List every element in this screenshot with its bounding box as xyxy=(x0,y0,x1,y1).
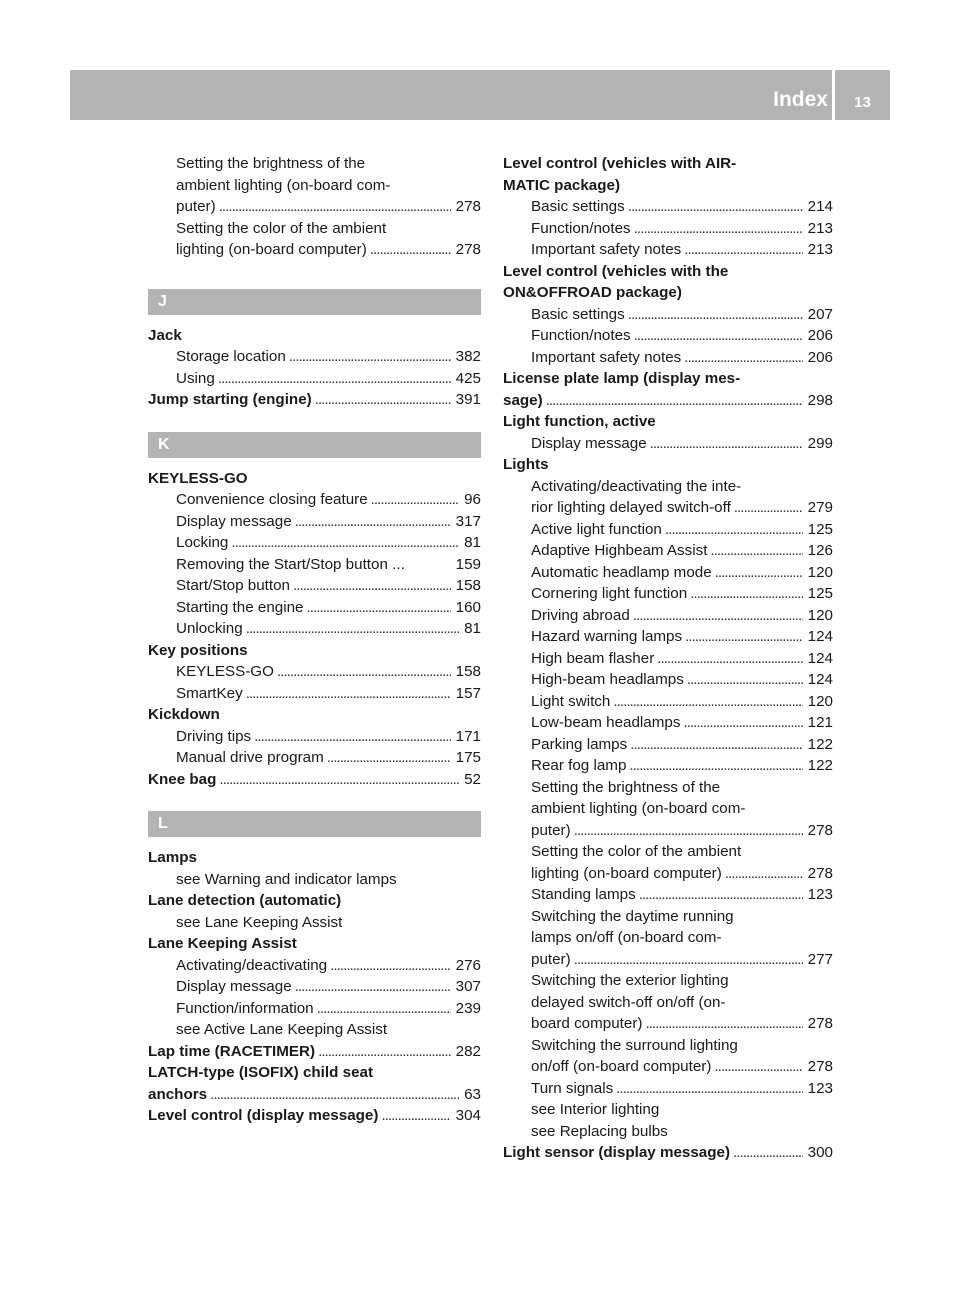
index-heading: Jack xyxy=(148,326,182,344)
index-see-reference[interactable]: see Active Lane Keeping Assist xyxy=(176,1021,388,1038)
index-subentry xyxy=(503,1056,833,1078)
index-subentry xyxy=(503,648,833,670)
index-subentry xyxy=(503,196,833,218)
index-subentry: Setting the color of the ambient xyxy=(531,843,742,860)
page-ref[interactable]: 120 xyxy=(807,692,833,710)
header-band xyxy=(70,70,832,120)
index-heading: Kickdown xyxy=(148,706,220,723)
page-ref[interactable]: 120 xyxy=(807,606,833,624)
index-entry xyxy=(148,1105,481,1127)
index-subentry: Setting the brightness of the xyxy=(531,778,721,796)
entry-label: Manual drive program xyxy=(176,749,324,766)
index-subentry xyxy=(503,691,833,713)
index-subentry xyxy=(148,368,481,390)
entry-label: KEYLESS-GO xyxy=(176,663,274,680)
index-subentry xyxy=(148,597,481,619)
index-heading: Lane Keeping Assist xyxy=(148,935,297,952)
index-subentry xyxy=(503,433,833,455)
entry-label: board computer) xyxy=(531,1015,643,1032)
page-ref[interactable]: 123 xyxy=(807,1079,833,1097)
page-ref[interactable]: 279 xyxy=(807,499,833,516)
page-ref[interactable]: 125 xyxy=(807,520,833,538)
index-subentry xyxy=(148,532,481,554)
index-subentry xyxy=(148,976,481,998)
page-ref[interactable]: 175 xyxy=(455,749,481,766)
entry-label: Light switch xyxy=(531,692,611,710)
page-ref[interactable]: 206 xyxy=(807,348,833,366)
entry-label: on/off (on-board computer) xyxy=(531,1058,712,1075)
page-ref[interactable]: 382 xyxy=(455,348,481,365)
page-ref[interactable]: 96 xyxy=(464,491,481,508)
entry-label: lighting (on-board computer) xyxy=(176,241,367,258)
index-subentry xyxy=(503,218,833,240)
index-subentry xyxy=(148,683,481,705)
page-ref[interactable]: 307 xyxy=(455,978,481,995)
entry-label: sage) xyxy=(503,391,543,409)
page-ref[interactable]: 158 xyxy=(455,577,481,594)
index-heading: ON&OFFROAD package) xyxy=(503,284,682,301)
entry-label: Function/notes xyxy=(531,219,631,237)
index-entry xyxy=(148,389,481,411)
index-heading: Light function, active xyxy=(503,413,656,430)
page-ref[interactable]: 299 xyxy=(807,434,833,452)
index-subentry xyxy=(503,863,833,885)
entry-label: Driving abroad xyxy=(531,606,630,624)
entry-label: lighting (on-board computer) xyxy=(531,864,722,882)
entry-label: puter) xyxy=(531,821,571,839)
index-subentry xyxy=(503,820,833,842)
index-subentry xyxy=(503,884,833,906)
entry-label: SmartKey xyxy=(176,684,243,702)
entry-label: Low-beam headlamps xyxy=(531,714,681,731)
page-ref[interactable]: 300 xyxy=(807,1144,833,1161)
page-ref[interactable]: 213 xyxy=(807,241,833,258)
page-ref[interactable]: 63 xyxy=(464,1085,481,1103)
index-subentry xyxy=(148,346,481,368)
entry-label: puter) xyxy=(176,198,216,215)
index-entry xyxy=(148,769,481,791)
index-subentry xyxy=(148,575,481,597)
page-ref[interactable]: 125 xyxy=(807,585,833,602)
index-subentry xyxy=(503,239,833,261)
entry-label: Activating/deactivating xyxy=(176,956,328,974)
page-ref[interactable]: 391 xyxy=(455,391,481,408)
entry-label: rior lighting delayed switch-off xyxy=(531,499,731,516)
index-subentry: Setting the brightness of the xyxy=(176,155,366,172)
page-ref[interactable]: 277 xyxy=(807,950,833,968)
page-ref[interactable]: 81 xyxy=(464,620,481,637)
entry-label: Display message xyxy=(176,512,292,530)
page-ref[interactable]: 298 xyxy=(807,391,833,409)
page-ref[interactable]: 126 xyxy=(807,542,833,559)
page-ref[interactable]: 124 xyxy=(807,649,833,667)
index-subentry: Activating/deactivating the inte- xyxy=(531,477,742,495)
index-heading: Level control (vehicles with the xyxy=(503,262,729,280)
index-subentry xyxy=(503,519,833,541)
index-subentry xyxy=(148,955,481,977)
index-subentry xyxy=(503,1013,833,1035)
entry-label: Storage location xyxy=(176,348,286,365)
index-subentry xyxy=(503,755,833,777)
index-subentry xyxy=(148,511,481,533)
letter-bar-l: L xyxy=(148,811,481,837)
entry-label: puter) xyxy=(531,950,571,968)
index-subentry xyxy=(503,626,833,648)
index-subentry xyxy=(148,726,481,748)
page-ref[interactable]: 278 xyxy=(807,821,833,839)
entry-label: Important safety notes xyxy=(531,348,682,366)
index-subentry xyxy=(148,239,481,261)
entry-label: Light sensor (display message) xyxy=(503,1144,731,1161)
index-entry xyxy=(503,1142,833,1164)
header-title: Index xyxy=(773,88,828,111)
index-subentry xyxy=(503,1078,833,1100)
page-ref[interactable]: 122 xyxy=(807,735,833,753)
entry-label: Locking xyxy=(176,534,229,551)
entry-label: High beam flasher xyxy=(531,649,655,667)
index-see-reference[interactable]: see Interior lighting xyxy=(531,1101,660,1118)
index-heading: Lights xyxy=(503,456,549,473)
index-see-reference[interactable]: see Warning and indicator lamps xyxy=(176,870,397,888)
entry-label: Function/information xyxy=(176,999,314,1017)
page-ref[interactable]: 278 xyxy=(455,198,481,215)
page-ref[interactable]: 278 xyxy=(807,864,833,882)
index-subentry xyxy=(503,712,833,734)
page-number: 13 xyxy=(854,94,871,111)
letter-bar-k: K xyxy=(148,432,481,458)
entry-label: Adaptive Highbeam Assist xyxy=(531,542,708,559)
page-ref[interactable]: 124 xyxy=(807,671,833,688)
page-ref[interactable]: 425 xyxy=(455,369,481,387)
page-ref[interactable]: 304 xyxy=(455,1107,481,1124)
index-see-reference[interactable]: see Lane Keeping Assist xyxy=(176,913,343,931)
entry-label: Knee bag xyxy=(148,770,217,788)
page-ref[interactable]: 282 xyxy=(455,1042,481,1060)
index-subentry: Switching the daytime running xyxy=(531,907,734,925)
index-subentry xyxy=(503,497,833,519)
index-subentry: Setting the color of the ambient xyxy=(176,219,387,237)
entry-label: Rear fog lamp xyxy=(531,757,627,774)
index-entry xyxy=(148,1041,481,1063)
page-ref[interactable]: 278 xyxy=(807,1058,833,1075)
entry-label: anchors xyxy=(148,1085,208,1103)
index-subentry: lamps on/off (on-board com- xyxy=(531,929,722,946)
index-subentry xyxy=(503,347,833,369)
index-subentry xyxy=(148,196,481,218)
entry-label: Display message xyxy=(531,434,647,452)
index-heading: KEYLESS-GO xyxy=(148,469,248,487)
page-ref[interactable]: 278 xyxy=(455,241,481,258)
index-subentry xyxy=(503,949,833,971)
index-subentry xyxy=(503,669,833,691)
page-ref[interactable]: 122 xyxy=(807,757,833,774)
page-ref[interactable]: 52 xyxy=(464,770,481,788)
entry-label: Unlocking xyxy=(176,620,243,637)
entry-label: Starting the engine xyxy=(176,598,304,616)
page-ref[interactable]: 157 xyxy=(455,684,481,702)
page-ref[interactable]: 171 xyxy=(455,727,481,745)
page-ref[interactable]: 81 xyxy=(464,534,481,551)
index-subentry: ambient lighting (on-board com- xyxy=(531,800,746,817)
entry-label: Active light function xyxy=(531,520,662,538)
page-ref[interactable]: 239 xyxy=(455,999,481,1017)
index-entry xyxy=(148,1084,481,1106)
entry-label: Automatic headlamp mode xyxy=(531,563,712,581)
entry-label: Level control (display message) xyxy=(148,1107,379,1124)
index-subentry: delayed switch-off on/off (on- xyxy=(531,993,726,1011)
page-ref[interactable]: 120 xyxy=(807,563,833,581)
index-column-right xyxy=(503,153,833,1164)
index-subentry xyxy=(503,325,833,347)
index-heading: LATCH-type (ISOFIX) child seat xyxy=(148,1064,374,1081)
index-subentry xyxy=(503,605,833,627)
page-ref[interactable]: 158 xyxy=(455,663,481,680)
index-heading: Lane detection (automatic) xyxy=(148,892,342,909)
page-ref[interactable]: 123 xyxy=(807,886,833,903)
index-entry xyxy=(503,390,833,412)
entry-label: Using xyxy=(176,369,215,387)
entry-label: Basic settings xyxy=(531,198,625,215)
page-ref[interactable]: 278 xyxy=(807,1015,833,1032)
index-subentry xyxy=(148,554,481,576)
page-ref[interactable]: 207 xyxy=(807,305,833,323)
page-ref[interactable]: 121 xyxy=(807,714,833,731)
entry-label: Start/Stop button xyxy=(176,577,290,594)
index-subentry xyxy=(148,747,481,769)
index-heading: Level control (vehicles with AIR- xyxy=(503,155,737,172)
index-column-left xyxy=(148,153,481,1127)
index-heading: Lamps xyxy=(148,849,197,866)
index-subentry: Switching the exterior lighting xyxy=(531,972,729,989)
entry-label: Jump starting (engine) xyxy=(148,391,312,408)
page-ref[interactable]: 214 xyxy=(807,198,833,215)
page-ref[interactable]: 317 xyxy=(455,512,481,530)
index-subentry: Switching the surround lighting xyxy=(531,1036,738,1054)
page-ref[interactable]: 276 xyxy=(455,956,481,974)
entry-label: Hazard warning lamps xyxy=(531,628,683,645)
index-subentry: ambient lighting (on-board com- xyxy=(176,176,391,194)
index-subentry xyxy=(148,618,481,640)
index-heading: License plate lamp (display mes- xyxy=(503,370,741,387)
page-ref[interactable]: 206 xyxy=(807,327,833,344)
entry-label: Standing lamps xyxy=(531,886,636,903)
page-ref[interactable]: 159 xyxy=(455,555,481,573)
letter-bar-j: J xyxy=(148,289,481,315)
index-subentry xyxy=(503,304,833,326)
index-see-reference[interactable]: see Replacing bulbs xyxy=(531,1122,668,1140)
page-ref[interactable]: 213 xyxy=(807,219,833,237)
index-subentry xyxy=(503,562,833,584)
index-subentry xyxy=(148,998,481,1020)
entry-label: Turn signals xyxy=(531,1079,614,1097)
entry-label: High-beam headlamps xyxy=(531,671,684,688)
index-subentry xyxy=(503,540,833,562)
entry-label: Basic settings xyxy=(531,305,625,323)
entry-label: Function/notes xyxy=(531,327,631,344)
entry-label: Convenience closing feature xyxy=(176,491,368,508)
entry-label: Important safety notes xyxy=(531,241,682,258)
index-subentry xyxy=(503,583,833,605)
entry-label: Lap time (RACETIMER) xyxy=(148,1042,316,1060)
entry-label: Parking lamps xyxy=(531,735,628,753)
entry-label: Display message xyxy=(176,978,292,995)
entry-label: Driving tips xyxy=(176,727,252,745)
index-heading: Key positions xyxy=(148,641,248,659)
page-ref[interactable]: 160 xyxy=(455,598,481,616)
index-subentry xyxy=(503,734,833,756)
index-subentry xyxy=(148,489,481,511)
entry-label: Cornering light function xyxy=(531,585,688,602)
page-ref[interactable]: 124 xyxy=(807,628,833,645)
index-subentry xyxy=(148,661,481,683)
entry-label: Removing the Start/Stop button ... xyxy=(176,555,405,573)
index-heading: MATIC package) xyxy=(503,176,621,194)
